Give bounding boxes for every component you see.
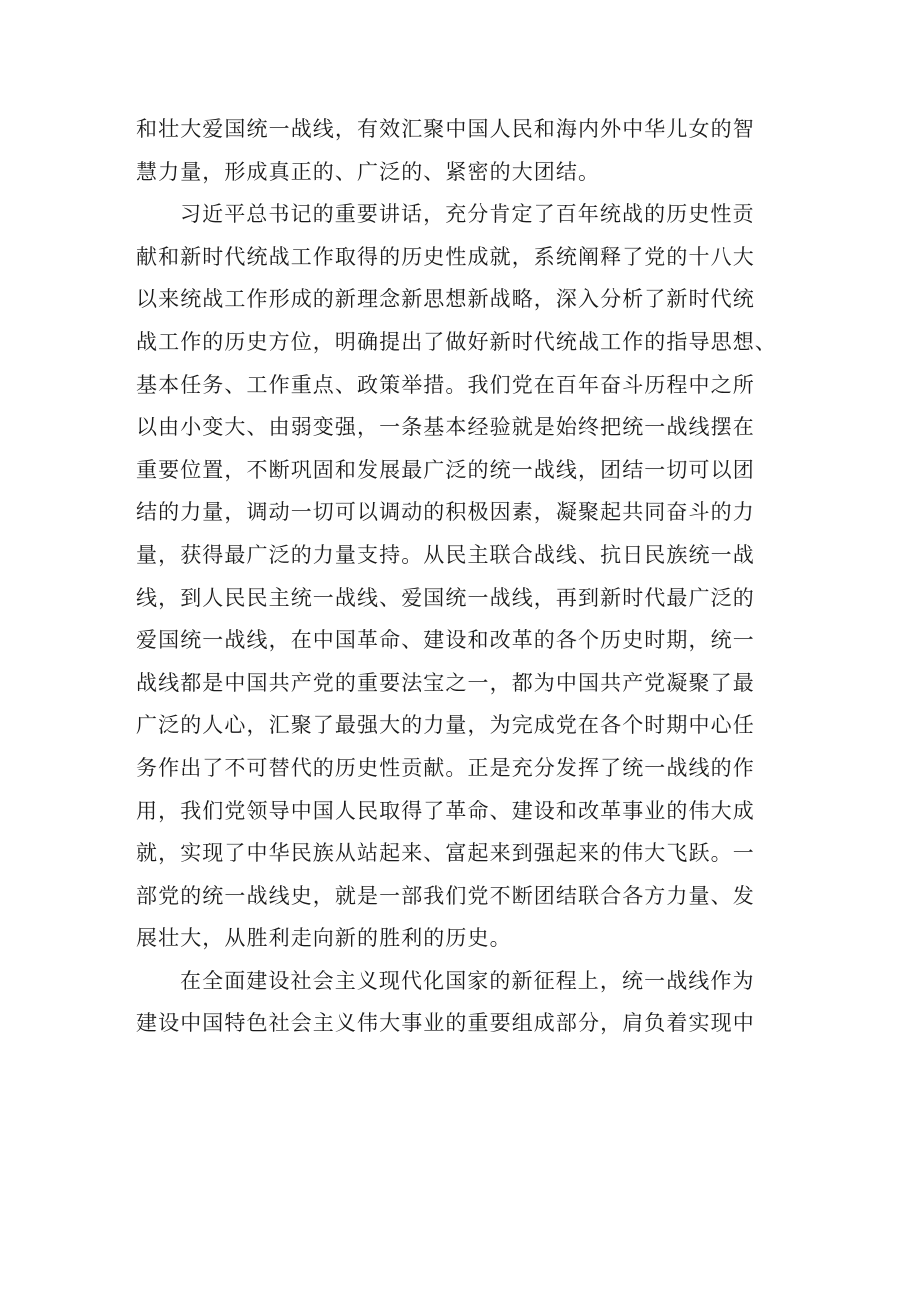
text-line: 就，实现了中华民族从站起来、富起来到强起来的伟大飞跃。一	[136, 841, 755, 866]
text-line: 战工作的历史方位，明确提出了做好新时代统战工作的指导思想、	[136, 329, 777, 354]
text-line: 慧力量，形成真正的、广泛的、紧密的大团结。	[136, 159, 601, 184]
text-line: 重要位置，不断巩固和发展最广泛的统一战线，团结一切可以团	[136, 457, 755, 482]
text-line: 结的力量，调动一切可以调动的积极因素，凝聚起共同奋斗的力	[136, 500, 755, 525]
text-line: 建设中国特色社会主义伟大事业的重要组成部分，肩负着实现中	[136, 1011, 755, 1036]
text-line: 以来统战工作形成的新理念新思想新战略，深入分析了新时代统	[136, 287, 755, 312]
text-line: 广泛的人心，汇聚了最强大的力量，为完成党在各个时期中心任	[136, 713, 755, 738]
text-line: 部党的统一战线史，就是一部我们党不断团结联合各方力量、发	[136, 883, 755, 908]
text-line: 线，到人民民主统一战线、爱国统一战线，再到新时代最广泛的	[136, 585, 755, 610]
text-line: 习近平总书记的重要讲话，充分肯定了百年统战的历史性贡	[180, 202, 755, 227]
document-body	[136, 108, 796, 1045]
text-line: 在全面建设社会主义现代化国家的新征程上，统一战线作为	[180, 968, 755, 993]
text-line: 务作出了不可替代的历史性贡献。正是充分发挥了统一战线的作	[136, 755, 755, 780]
text-line: 战线都是中国共产党的重要法宝之一，都为中国共产党凝聚了最	[136, 670, 755, 695]
text-line: 用，我们党领导中国人民取得了革命、建设和改革事业的伟大成	[136, 798, 755, 823]
text-line: 展壮大，从胜利走向新的胜利的历史。	[136, 926, 512, 951]
text-line: 爱国统一战线，在中国革命、建设和改革的各个历史时期，统一	[136, 628, 755, 653]
text-line: 基本任务、工作重点、政策举措。我们党在百年奋斗历程中之所	[136, 372, 755, 397]
text-line: 以由小变大、由弱变强，一条基本经验就是始终把统一战线摆在	[136, 415, 755, 440]
text-line: 献和新时代统战工作取得的历史性成就，系统阐释了党的十八大	[136, 244, 755, 269]
text-line: 和壮大爱国统一战线，有效汇聚中国人民和海内外中华儿女的智	[136, 117, 755, 141]
text-line: 量，获得最广泛的力量支持。从民主联合战线、抗日民族统一战	[136, 542, 755, 567]
